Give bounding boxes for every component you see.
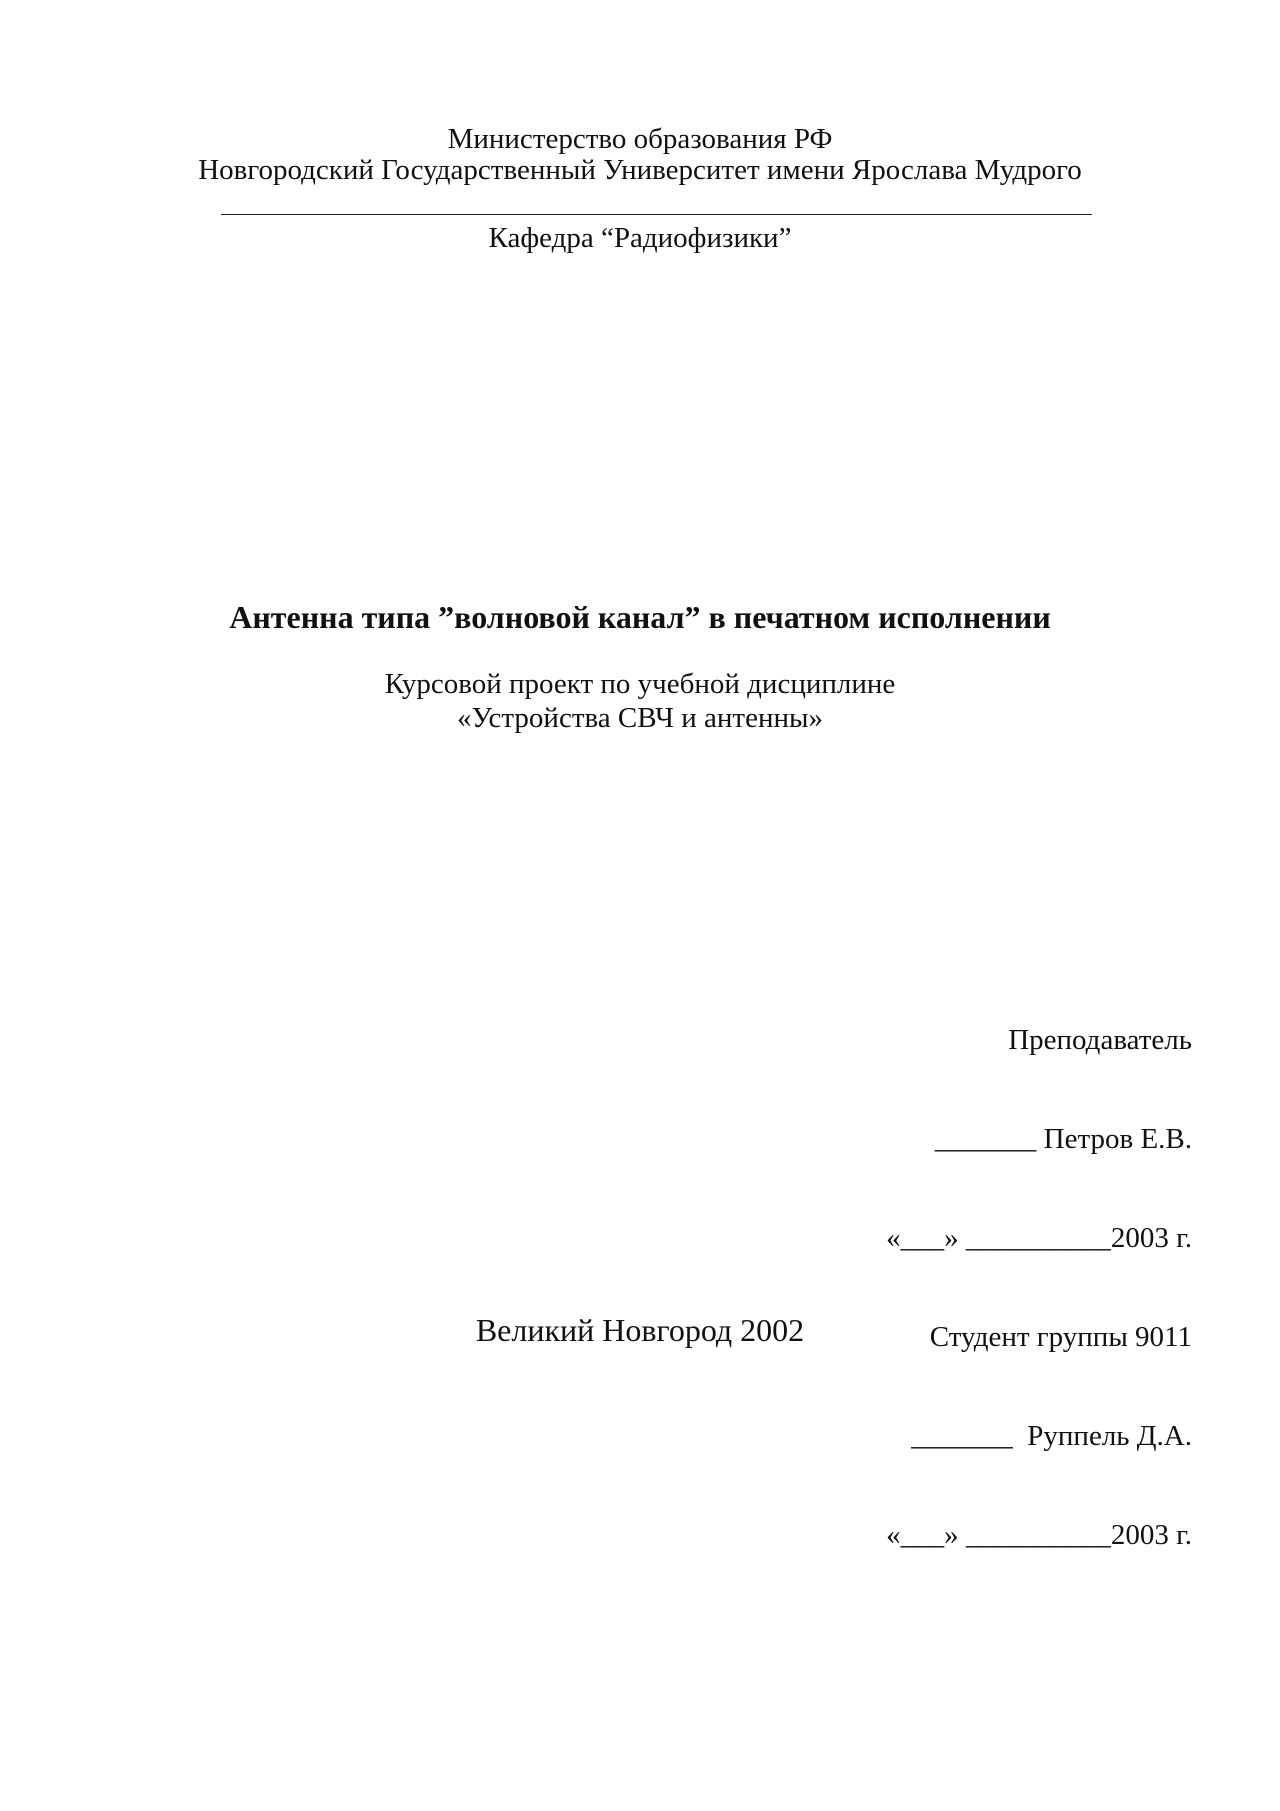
signature-block: [886, 958, 1192, 1618]
teacher-role: Преподаватель: [1008, 1024, 1192, 1056]
city-year-footer: Великий Новгород 2002: [475, 1312, 805, 1348]
teacher-name-line: _______ Петров Е.В.: [934, 1123, 1192, 1155]
teacher-date-line: «___» __________2003 г.: [886, 1222, 1192, 1254]
ministry-heading: Министерство образования РФ: [447, 123, 833, 155]
header-divider: [221, 214, 1092, 215]
student-date-line: «___» __________2003 г.: [886, 1519, 1192, 1551]
document-title: Антенна типа ”волновой канал” в печатном исполнении: [229, 599, 1051, 635]
department-heading: Кафедра “Радиофизики”: [488, 222, 792, 254]
subtitle-line-1: Курсовой проект по учебной дисциплине: [384, 668, 896, 700]
subtitle-line-2: «Устройства СВЧ и антенны»: [456, 702, 823, 734]
university-heading: Новгородский Государственный Университет имени Ярослава Мудрого: [198, 154, 1082, 186]
student-role: Студент группы 9011: [929, 1321, 1192, 1353]
student-name-line: _______ Руппель Д.А.: [911, 1420, 1192, 1452]
